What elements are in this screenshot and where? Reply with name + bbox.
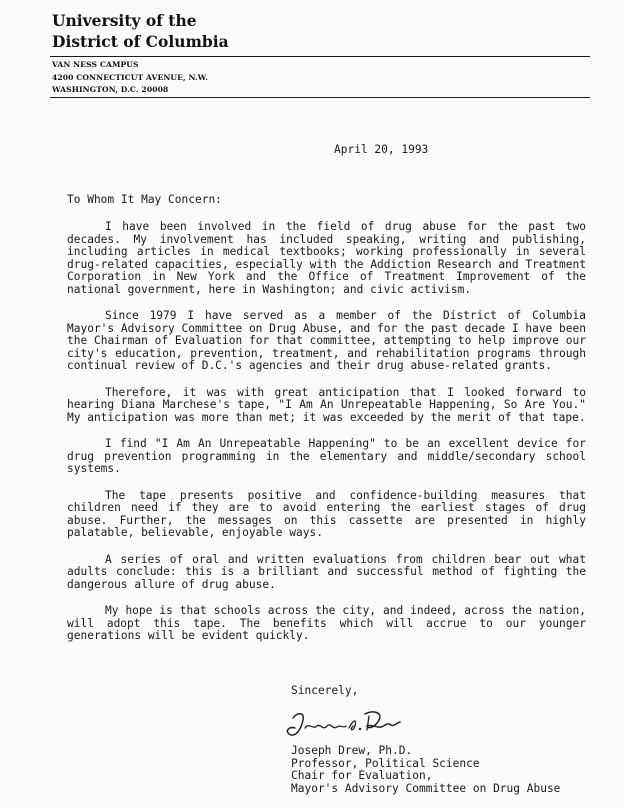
- letterhead-bottom-rule: [50, 97, 590, 98]
- letterhead-top-rule: [50, 56, 590, 57]
- signer-block: [291, 745, 560, 795]
- campus-address-line3: WASHINGTON, D.C. 20008: [52, 85, 169, 94]
- handwritten-signature: [283, 706, 403, 742]
- letter-date: April 20, 1993: [334, 143, 429, 156]
- campus-address-line2: 4200 CONNECTICUT AVENUE, N.W.: [52, 72, 208, 82]
- paragraph-3: Therefore, it was with great anticipation that I looked forward to hearing Diana Marchese's tape, "I Am An Unrepeatable Happening, So Are You." My anticipation was more than met; it was exceeded by the merit of that tape.: [67, 385, 586, 424]
- campus-address-line1: VAN NESS CAMPUS: [52, 60, 139, 69]
- signer-role: Chair for Evaluation,: [291, 769, 433, 782]
- closing: Sincerely,: [291, 684, 359, 697]
- campus-address: [52, 59, 208, 97]
- signer-committee: Mayor's Advisory Committee on Drug Abuse: [291, 781, 561, 795]
- university-name-line1: University of the: [52, 11, 197, 30]
- paragraph-4: I find "I Am An Unrepeatable Happening" to be an excellent device for drug prevention programming in the elementary and middle/secondary school systems.: [67, 437, 586, 475]
- paragraph-2: Since 1979 I have served as a member of the District of Columbia Mayor's Advisory Committee on Drug Abuse, and for the past decade I have been the Chairman of Evaluation for that committee, attempting to help improve our city's education, prevention, treatment, and rehabilitation programs through continual review of D.C.'s agencies and their drug abuse-related grants.: [67, 309, 586, 372]
- signer-title: Professor, Political Science: [291, 756, 480, 770]
- letter-body: [67, 221, 586, 657]
- university-name: [52, 10, 229, 52]
- paragraph-6: A series of oral and written evaluations from children bear out what adults conclude: this is a brilliant and successful method of fighting the dangerous allure of drug abuse.: [67, 552, 586, 591]
- paragraph-5: The tape presents positive and confidence-building measures that children need if they are to avoid entering the earliest stages of drug abuse. Further, the messages on this cassette are presented in highly palatable, believable, enjoyable ways.: [67, 488, 586, 539]
- university-name-line2: District of Columbia: [52, 32, 229, 51]
- paragraph-7: My hope is that schools across the city, and indeed, across the nation, will adopt this tape. The benefits which will accrue to our younger generations will be evident quickly.: [67, 604, 586, 642]
- salutation: To Whom It May Concern:: [67, 193, 222, 206]
- paragraph-1: I have been involved in the field of drug abuse for the past two decades. My involvement has included speaking, writing and publishing, including articles in medical textbooks; working professionally in several drug-related capacities, especially with the Addiction Research and Treatment Corporation in New York and the Office of Treatment Improvement of the national government, here in Washington; and civic activism.: [67, 220, 586, 296]
- signer-name: Joseph Drew, Ph.D.: [291, 744, 413, 757]
